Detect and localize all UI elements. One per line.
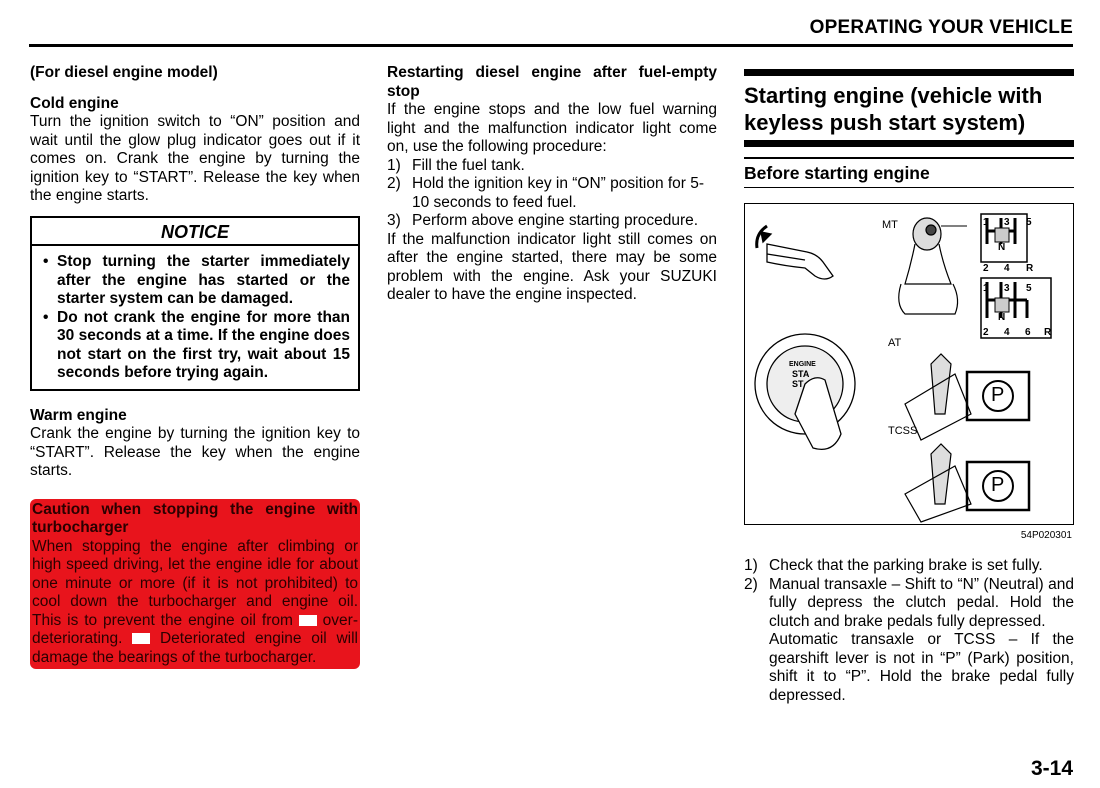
gear-gate-icon xyxy=(981,278,1051,338)
section-rule-top xyxy=(744,69,1074,76)
gear-label: 3 xyxy=(1004,282,1010,294)
restart-heading: Restarting diesel engine after fuel-empty stop xyxy=(387,64,717,100)
tcss-shifter-icon xyxy=(905,444,971,522)
warm-engine-text: Crank the engine by turning the ignition key to “START”. Release the key when the engine starts. xyxy=(30,425,360,479)
cold-engine-text: Turn the ignition switch to “ON” position and wait until the glow plug indicator goes out if it comes on. Crank the engine by turning the ignition key to “START”. Release the key when the engine starts. xyxy=(30,113,360,204)
caution-text xyxy=(32,538,358,668)
model-heading: (For diesel engine model) xyxy=(30,64,218,81)
column-2 xyxy=(387,64,717,305)
gear-label: 4 xyxy=(1004,262,1010,274)
park-label: P xyxy=(991,383,1005,406)
caution-title: Caution when stopping the engine with turbocharger xyxy=(32,500,358,536)
step-2-continuation: Automatic transaxle or TCSS – If the gearshift lever is not in “P” (Park) position, shift it to “P”. Hold the brake pedal fully depressed. xyxy=(769,631,1074,704)
label-at: AT xyxy=(888,336,902,349)
restart-steps xyxy=(387,157,717,231)
gear-label: R xyxy=(1026,262,1034,274)
gear-label: 2 xyxy=(983,326,989,338)
starting-illustration xyxy=(744,203,1074,525)
list-item: 1) Check that the parking brake is set fully. xyxy=(744,557,1043,574)
manual-shifter-icon xyxy=(899,218,967,314)
gear-label: 4 xyxy=(1004,326,1010,338)
before-start-steps xyxy=(744,557,1074,705)
restart-intro: If the engine stops and the low fuel warning light and the malfunction indicator light come on, use the following procedure: xyxy=(387,101,717,155)
gear-label: 6 xyxy=(1025,326,1031,338)
notice-item: • Stop turning the starter immediately after the engine has started or the starter system can be damaged. xyxy=(40,253,350,309)
redaction-mark xyxy=(132,633,150,644)
list-item: 2) Manual transaxle – Shift to “N” (Neutral) and fully depress the clutch pedal. Hold the clutch and brake pedals fully depressed. Automatic transaxle or TCSS – If the gearshift lever is not in “P” (Park) position, shift it to “P”. Hold the brake pedal fully depressed. xyxy=(744,575,1074,704)
label-mt: MT xyxy=(882,218,898,231)
notice-box xyxy=(30,216,360,391)
gear-label: 5 xyxy=(1026,282,1032,294)
figure-caption: 54P020301 xyxy=(1020,529,1072,541)
caution-highlight xyxy=(30,499,360,670)
list-item: 3) Perform above engine starting procedure. xyxy=(387,212,699,229)
subsection-rule-bottom xyxy=(744,187,1074,188)
park-label: P xyxy=(991,473,1005,496)
column-1 xyxy=(30,64,360,669)
subsection-title: Before starting engine xyxy=(744,163,930,183)
list-item: 1) Fill the fuel tank. xyxy=(387,156,525,174)
notice-item: • Do not crank the engine for more than 30 seconds at a time. If the engine does not start on the first try, wait about 15 seconds before trying again. xyxy=(40,309,350,383)
page-number: 3-14 xyxy=(1030,757,1073,780)
parking-brake-icon xyxy=(757,226,833,279)
notice-list xyxy=(32,246,358,389)
gear-label: 1 xyxy=(983,216,989,228)
button-label: ST xyxy=(792,378,804,389)
gear-label: 5 xyxy=(1026,216,1032,228)
section-rule-bottom xyxy=(744,140,1074,147)
column-3 xyxy=(744,69,1074,705)
label-tcss: TCSS xyxy=(888,424,918,437)
section-title: Starting engine (vehicle with keyless push start system) xyxy=(744,83,1043,135)
neutral-label: N xyxy=(998,311,1006,323)
warm-engine-heading: Warm engine xyxy=(30,406,127,424)
button-label: STA xyxy=(792,368,810,379)
gear-label: 3 xyxy=(1004,216,1010,228)
restart-outro: If the malfunction indicator light still comes on after the engine started, there may be some problem with the engine. Ask your SUZUKI dealer to have the engine inspected. xyxy=(387,230,717,303)
neutral-label: N xyxy=(998,241,1006,253)
engine-start-button-icon xyxy=(755,334,855,449)
caution-text-part-3: Deteriorated engine oil will damage the bearings of the turbocharger. xyxy=(32,630,359,666)
header-rule xyxy=(29,44,1073,47)
cold-engine-heading: Cold engine xyxy=(30,94,119,112)
notice-title: NOTICE xyxy=(32,218,358,247)
gear-label: 1 xyxy=(983,282,989,294)
list-item: 2) Hold the ignition key in “ON” position for 5-10 seconds to feed fuel. xyxy=(387,175,705,211)
gear-label: 2 xyxy=(983,262,989,274)
button-label: ENGINE xyxy=(789,360,816,368)
redaction-mark xyxy=(299,615,317,626)
caution-text-part-2: over-deteriorating. xyxy=(32,611,358,647)
caution-text-part-1: When stopping the engine after climbing or high speed driving, let the engine idle for about one minute or more (if it is not prohibited) to cool down the turbocharger and engine oil. This is to prevent the engine oil from xyxy=(32,537,358,629)
page-header-title: OPERATING YOUR VEHICLE xyxy=(809,17,1073,38)
gear-label: R xyxy=(1044,326,1052,338)
